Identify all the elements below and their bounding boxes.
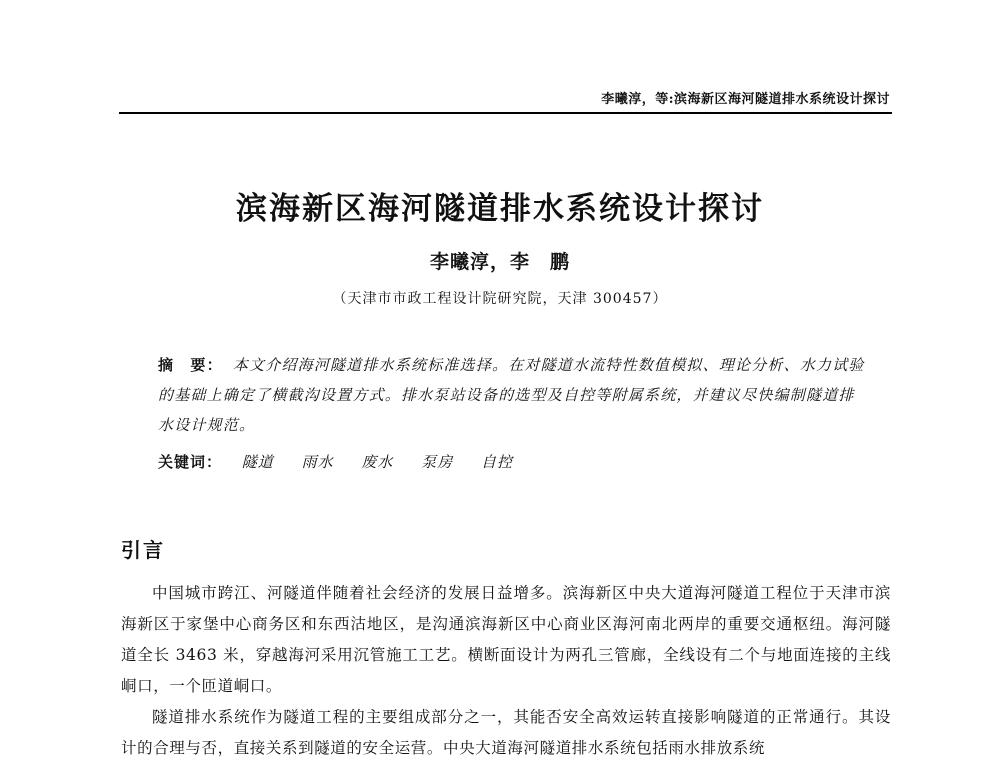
- keywords-label: 关键词：: [158, 453, 223, 471]
- body-text: [121, 578, 891, 764]
- keyword: 隧道: [241, 453, 274, 471]
- abstract-label: 摘 要：: [158, 356, 223, 374]
- header-rule: [119, 112, 892, 114]
- body-paragraph: 中国城市跨江、河隧道伴随着社会经济的发展日益增多。滨海新区中央大道海河隧道工程位于天津市滨海新区于家堡中心商务区和东西沽地区，是沟通滨海新区中心商业区海河南北两岸的重要交通枢纽。海河隧道全长 3463 米，穿越海河采用沉管施工工艺。横断面设计为两孔三管廊，全线设有二个与地面连接的主线峒口，一个匝道峒口。: [121, 584, 891, 695]
- running-header: 李曦淳，等:滨海新区海河隧道排水系统设计探讨: [601, 92, 890, 107]
- abstract: [158, 350, 868, 440]
- body-paragraph: 隧道排水系统作为隧道工程的主要组成部分之一，其能否安全高效运转直接影响隧道的正常通行。其设计的合理与否，直接关系到隧道的安全运营。中央大道海河隧道排水系统包括雨水排放系统: [121, 708, 891, 757]
- keyword: 雨水: [301, 453, 334, 471]
- paper-affiliation: （天津市市政工程设计院研究院，天津 300457）: [332, 291, 668, 307]
- abstract-text: 本文介绍海河隧道排水系统标准选择。在对隧道水流特性数值模拟、理论分析、水力试验的基础上确定了横截沟设置方式。排水泵站设备的选型及自控等附属系统，并建议尽快编制隧道排水设计规范。: [158, 356, 865, 434]
- keyword: 泵房: [421, 453, 454, 471]
- section-heading: 引言: [121, 538, 165, 562]
- paper-authors: 李曦淳，李 鹏: [429, 251, 570, 273]
- keyword: 自控: [480, 453, 513, 471]
- paper-title: 滨海新区海河隧道排水系统设计探讨: [236, 191, 764, 227]
- keyword: 废水: [361, 453, 394, 471]
- keywords: [158, 451, 535, 472]
